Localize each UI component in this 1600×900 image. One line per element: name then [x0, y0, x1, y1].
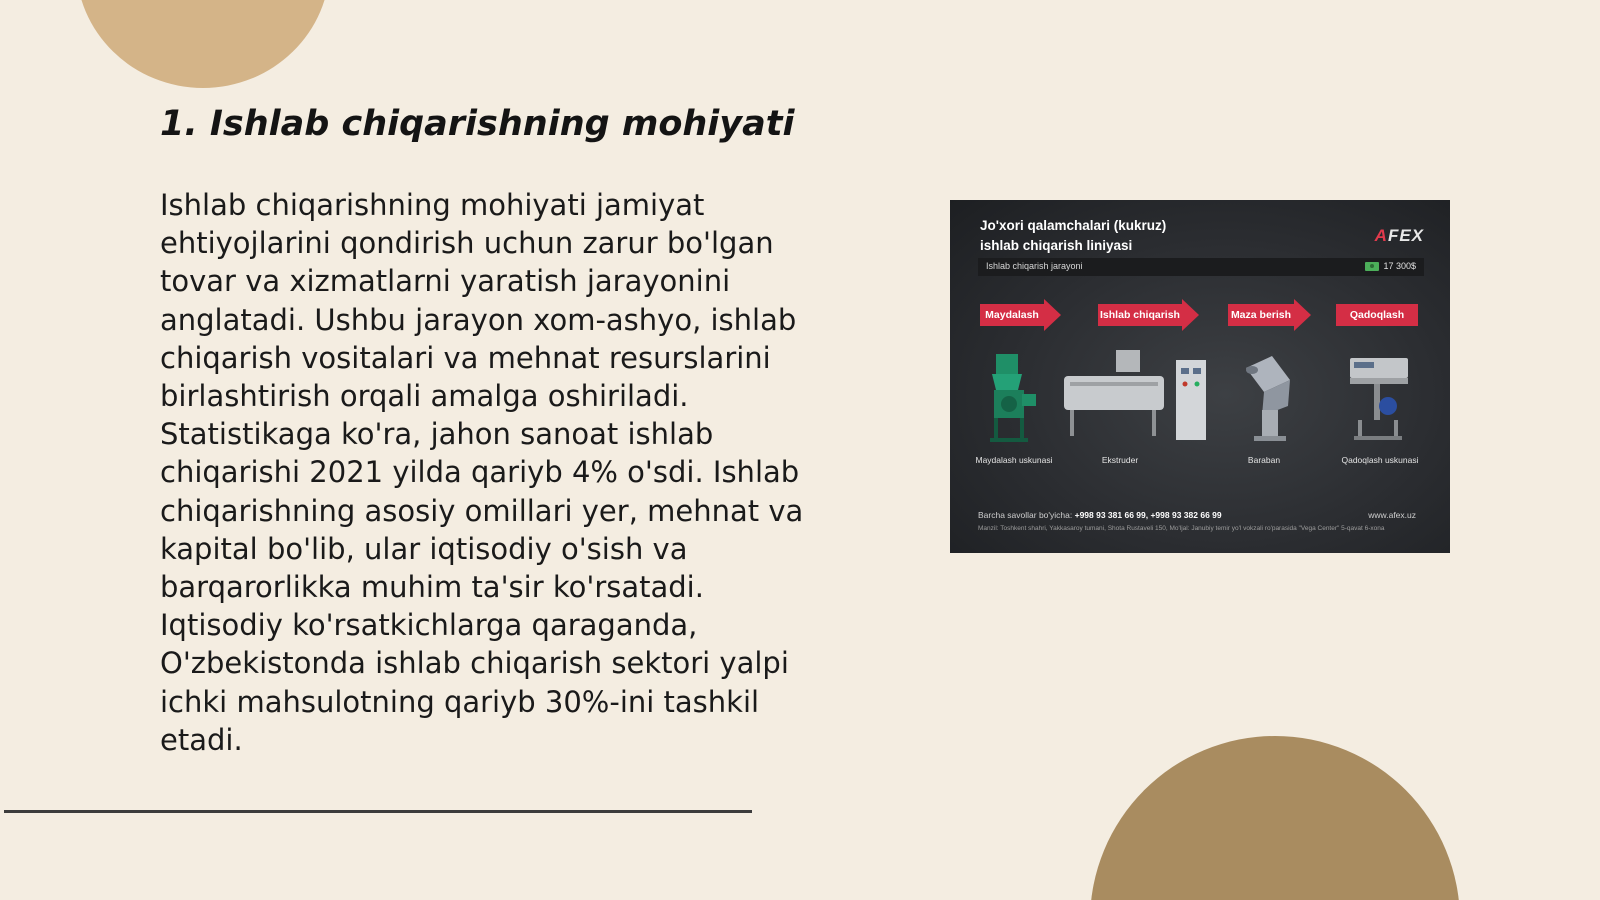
step-maydalash: Maydalash [980, 304, 1044, 326]
machine-caption-packaging: Qadoqlash uskunasi [1341, 455, 1419, 465]
poster-title-line1: Jo'xori qalamchalari (kukruz) [980, 218, 1167, 233]
decorative-circle-bottom [1090, 736, 1460, 900]
divider-line [4, 810, 752, 813]
drum-machine-icon [1232, 350, 1302, 445]
price-tag [1365, 261, 1416, 271]
cash-icon [1365, 262, 1379, 271]
machine-caption-grinder: Maydalash uskunasi [975, 455, 1053, 465]
contact-line [978, 510, 1428, 520]
extruder-machine-icon [1060, 350, 1210, 445]
contact-phones: +998 93 381 66 99, +998 93 382 66 99 [1074, 510, 1222, 520]
price-value: 17 300$ [1383, 261, 1416, 271]
slide-title: 1. Ishlab chiqarishning mohiyati [160, 104, 795, 144]
poster-footer [978, 510, 1428, 532]
process-label: Ishlab chiqarish jarayoni [986, 261, 1083, 271]
grinder-machine-icon [978, 350, 1042, 445]
poster-title-line2: ishlab chiqarish liniyasi [980, 238, 1133, 253]
slide-body-text: Ishlab chiqarishning mohiyati jamiyat ehtiyojlarini qondirish uchun zarur bo'lgan tovar va xizmatlarni yaratish jarayonini anglatadi. Ushbu jarayon xom-ashyo, ishlab chiqarish vositalari va mehnat resurslarini birlashtirish orqali amalga oshiriladi. Statistikaga ko'ra, jahon sanoat ishlab chiqarishi 2021 yilda qariyb 4% o'sdi. Ishlab chiqarishning asosiy omillari yer, mehnat va kapital bo'lib, ular iqtisodiy o'sish va barqarorlikka muhim ta'sir ko'rsatadi. Iqtisodiy ko'rsatkichlarga qaraganda, O'zbekistonda ishlab chiqarish sektori yalpi ichki mahsulotning qariyb 30%-ini tashkil etadi. [160, 188, 804, 757]
step-maza-berish: Maza berish [1228, 304, 1294, 326]
machine-caption-drum: Baraban [1247, 455, 1281, 465]
step-qadoqlash: Qadoqlash [1336, 304, 1418, 326]
contact-label: Barcha savollar bo'yicha: [978, 510, 1073, 520]
production-line-poster [950, 200, 1450, 553]
step-ishlab-chiqarish: Ishlab chiqarish [1098, 304, 1182, 326]
decorative-circle-top [76, 0, 330, 88]
poster-address: Manzil: Toshkent shahri, Yakkasaroy tumani, Shota Rustaveli 150, Mo'ljal: Janubiy temir yo'l vokzali ro'parasida "Vega Center" 5-qavat 6-xona [978, 525, 1385, 532]
afex-logo: AFEX [1374, 226, 1424, 245]
packaging-machine-icon [1344, 350, 1414, 445]
poster-title [980, 216, 1230, 256]
machine-caption-extruder: Ekstruder [1101, 455, 1139, 465]
poster-website: www.afex.uz [1368, 510, 1416, 520]
process-bar [978, 258, 1424, 276]
